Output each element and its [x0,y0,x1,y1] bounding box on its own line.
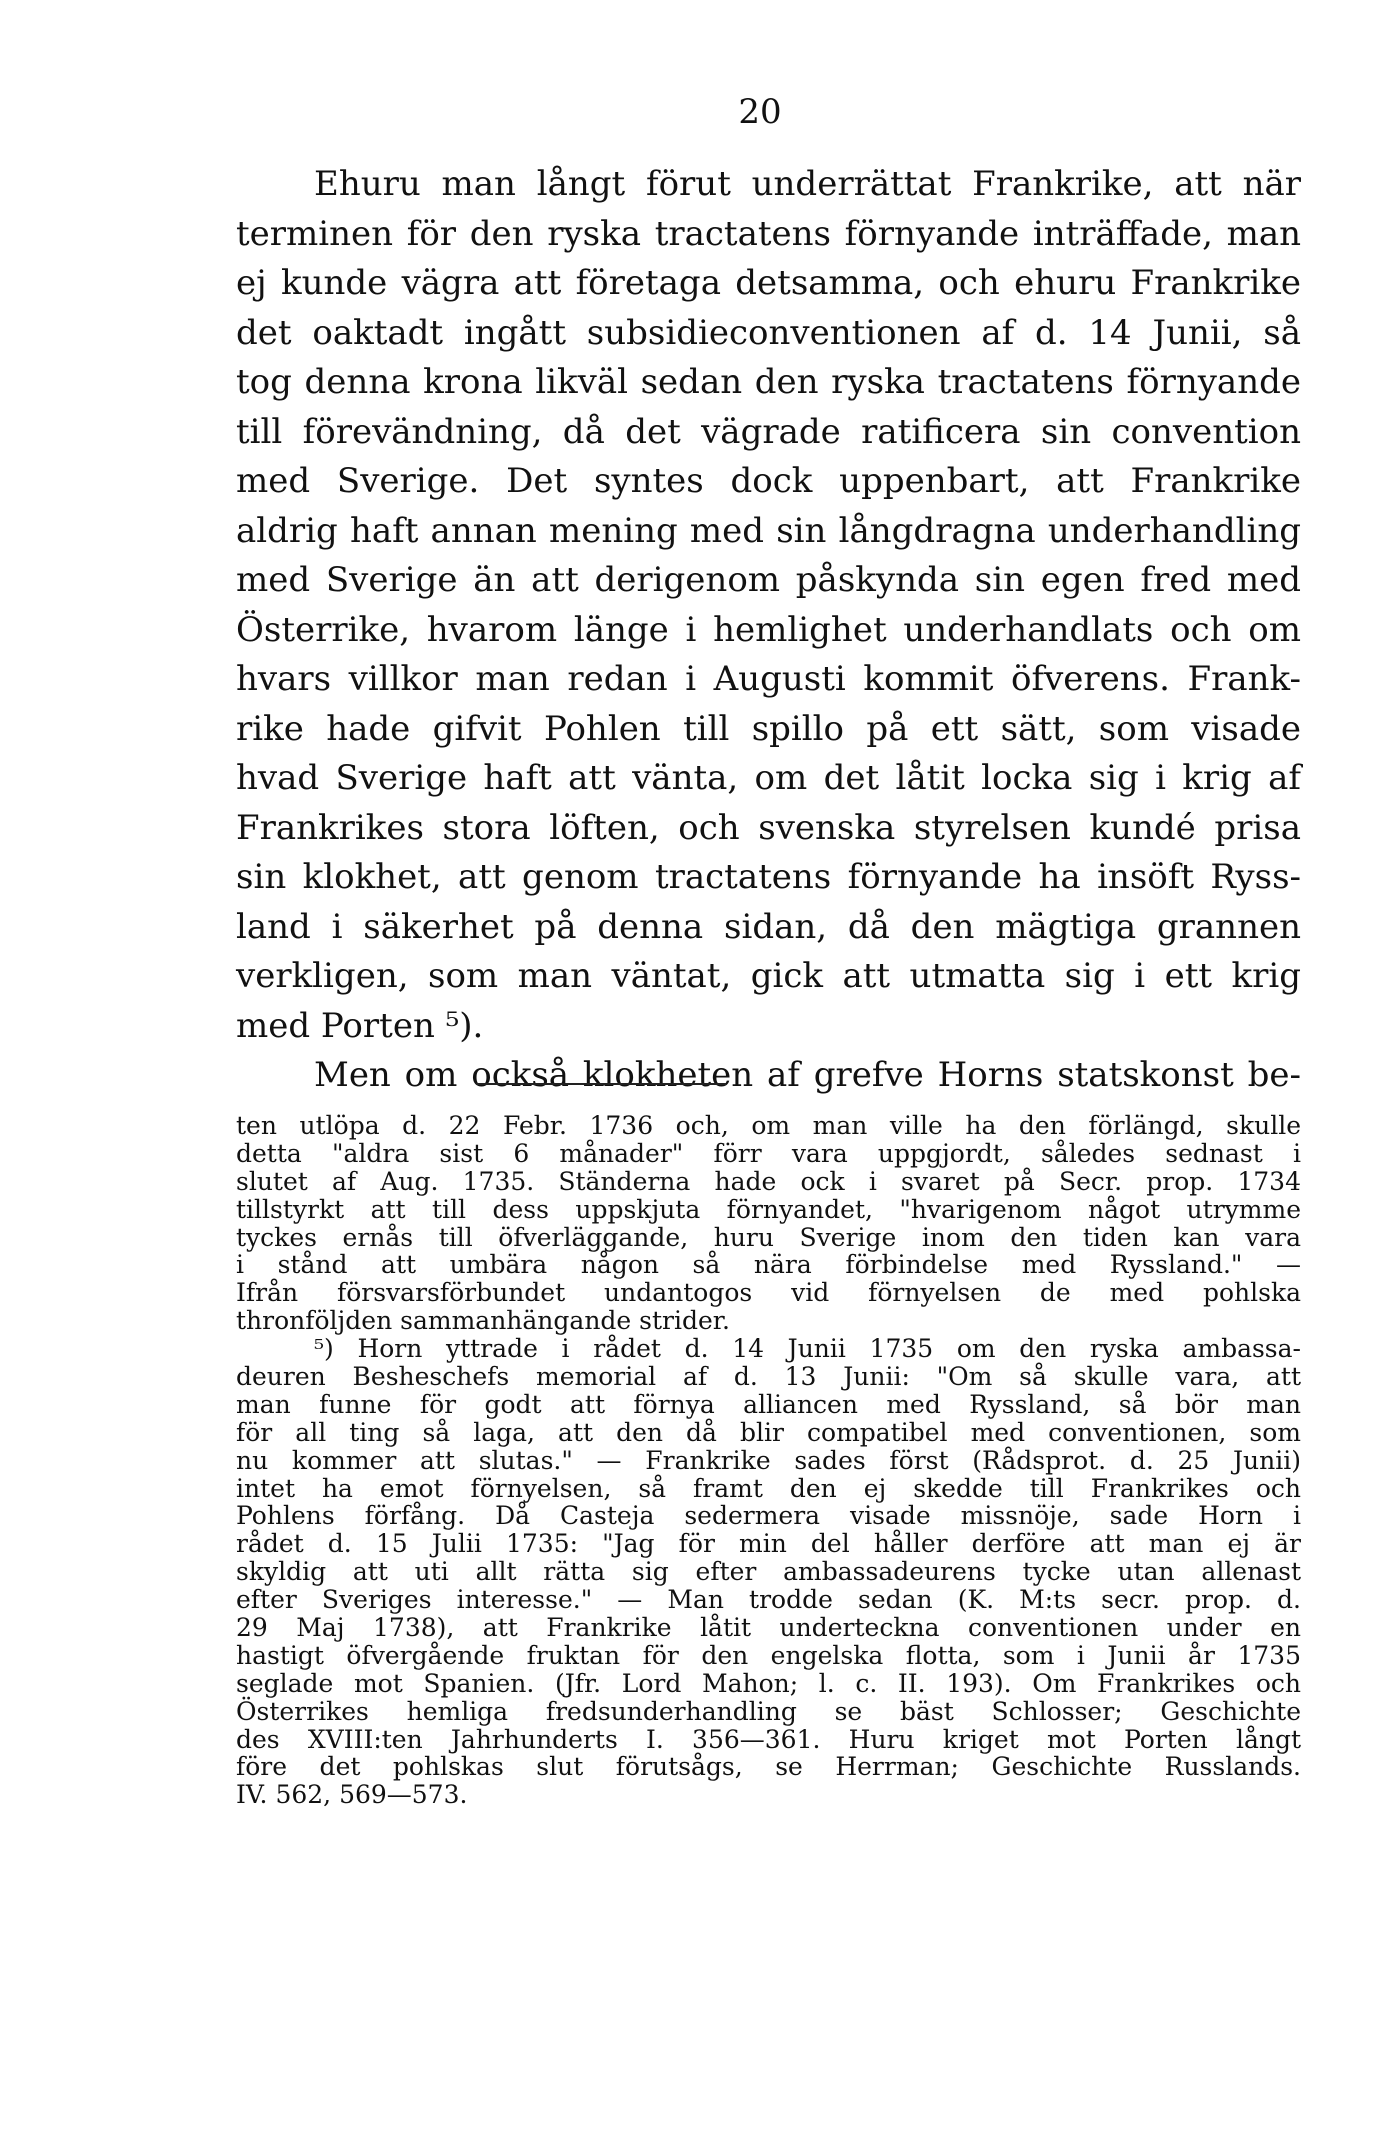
footnote-line: deuren Besheschefs memorial af d. 13 Junii: "Om så skulle vara, att [236,1362,1301,1392]
footnote-line: detta "aldra sist 6 månader" förr vara uppgjordt, således sednast i [236,1138,1301,1168]
footnote-line: IV. 562, 569—573. [236,1780,468,1810]
body-line: det oaktadt ingått subsidieconventionen af d. 14 Junii, så [236,312,1301,353]
footnote-line: man funne för godt att förnya alliancen med Ryssland, så bör man [236,1389,1301,1419]
body-line: aldrig haft annan mening med sin långdragna underhandling [236,510,1301,551]
body-line: Österrike, hvarom länge i hemlighet underhandlats och om [236,609,1301,650]
body-line: rike hade gifvit Pohlen till spillo på ett sätt, som visade [236,708,1301,749]
body-line: Ehuru man långt förut underrättat Frankrike, att när [314,164,1301,204]
body-text [236,160,1301,1101]
footnote-line: thronföljden sammanhängande strider. [236,1306,730,1336]
body-line: ej kunde vägra att företaga detsamma, och ehuru Frankrike [236,263,1301,303]
body-line: med Sverige än att derigenom påskynda sin egen fred med [236,560,1301,600]
body-line: verkligen, som man väntat, gick att utmatta sig i ett krig [236,956,1301,996]
body-line: sin klokhet, att genom tractatens förnyande ha insöft Ryss- [236,857,1301,897]
footnote-line: des XVIII:ten Jahrhunderts I. 356—361. Huru kriget mot Porten långt [236,1724,1301,1754]
body-line: terminen för den ryska tractatens förnyande inträffade, man [236,213,1301,254]
page-number: 20 [738,92,782,132]
footnote-line: efter Sveriges interesse." — Man trodde sedan (K. M:ts secr. prop. d. [236,1585,1301,1615]
footnote-line: seglade mot Spanien. (Jfr. Lord Mahon; l. c. II. 193). Om Frankrikes och [236,1668,1301,1698]
body-line: tog denna krona likväl sedan den ryska tractatens förnyande [236,362,1301,402]
footnote-line: skyldig att uti allt rätta sig efter ambassadeurens tycke utan allenast [236,1557,1301,1587]
body-line: med Porten ⁵). [236,1005,484,1046]
footnote-line: ⁵) Horn yttrade i rådet d. 14 Junii 1735 om den ryska ambassa- [314,1334,1301,1364]
footnote-line: hastigt öfvergående fruktan för den engelska flotta, som i Junii år 1735 [236,1640,1301,1670]
footnote-line: tillstyrkt att till dess uppskjuta förnyandet, "hvarigenom något utrymme [236,1194,1301,1224]
body-line: Men om också klokheten af grefve Horns statskonst be- [314,1055,1301,1095]
body-line: hvad Sverige haft att vänta, om det låtit locka sig i krig af [236,758,1301,798]
body-line: med Sverige. Det syntes dock uppenbart, att Frankrike [236,461,1301,501]
body-line: till förevändning, då det vägrade ratificera sin convention [236,411,1301,452]
footnote-line: Ifrån försvarsförbundet undantogos vid förnyelsen de med pohlska [236,1278,1301,1308]
body-line: land i säkerhet på denna sidan, då den mägtiga grannen [236,906,1301,947]
footnote-line: intet ha emot förnyelsen, så framt den ej skedde till Frankrikes och [236,1473,1301,1503]
footnote-line: i stånd att umbära någon så nära förbindelse med Ryssland." — [236,1250,1301,1280]
footnote-separator [476,1083,726,1085]
footnote-line: Pohlens förfång. Då Casteja sedermera visade missnöje, sade Horn i [236,1501,1301,1531]
footnote-line: nu kommer att slutas." — Frankrike sades först (Rådsprot. d. 25 Junii) [236,1445,1301,1475]
footnote-line: slutet af Aug. 1735. Ständerna hade ock i svaret på Secr. prop. 1734 [236,1166,1301,1196]
footnotes [236,1112,1301,1809]
footnote-line: ten utlöpa d. 22 Febr. 1736 och, om man ville ha den förlängd, skulle [236,1111,1301,1140]
footnote-line: för all ting så laga, att den då blir compatibel med conventionen, som [236,1417,1301,1447]
body-line: hvars villkor man redan i Augusti kommit öfverens. Frank- [236,659,1301,699]
footnote-line: rådet d. 15 Julii 1735: "Jag för min del håller derföre att man ej är [236,1529,1301,1559]
footnote-line: Österrikes hemliga fredsunderhandling se bäst Schlosser; Geschichte [236,1696,1301,1726]
body-line: Frankrikes stora löften, och svenska styrelsen kundé prisa [236,807,1301,848]
footnote-line: före det pohlskas slut förutsågs, se Herrman; Geschichte Russlands. [236,1752,1301,1782]
footnote-line: 29 Maj 1738), att Frankrike låtit underteckna conventionen under en [236,1613,1301,1643]
footnote-line: tyckes ernås till öfverläggande, huru Sverige inom den tiden kan vara [236,1222,1301,1252]
